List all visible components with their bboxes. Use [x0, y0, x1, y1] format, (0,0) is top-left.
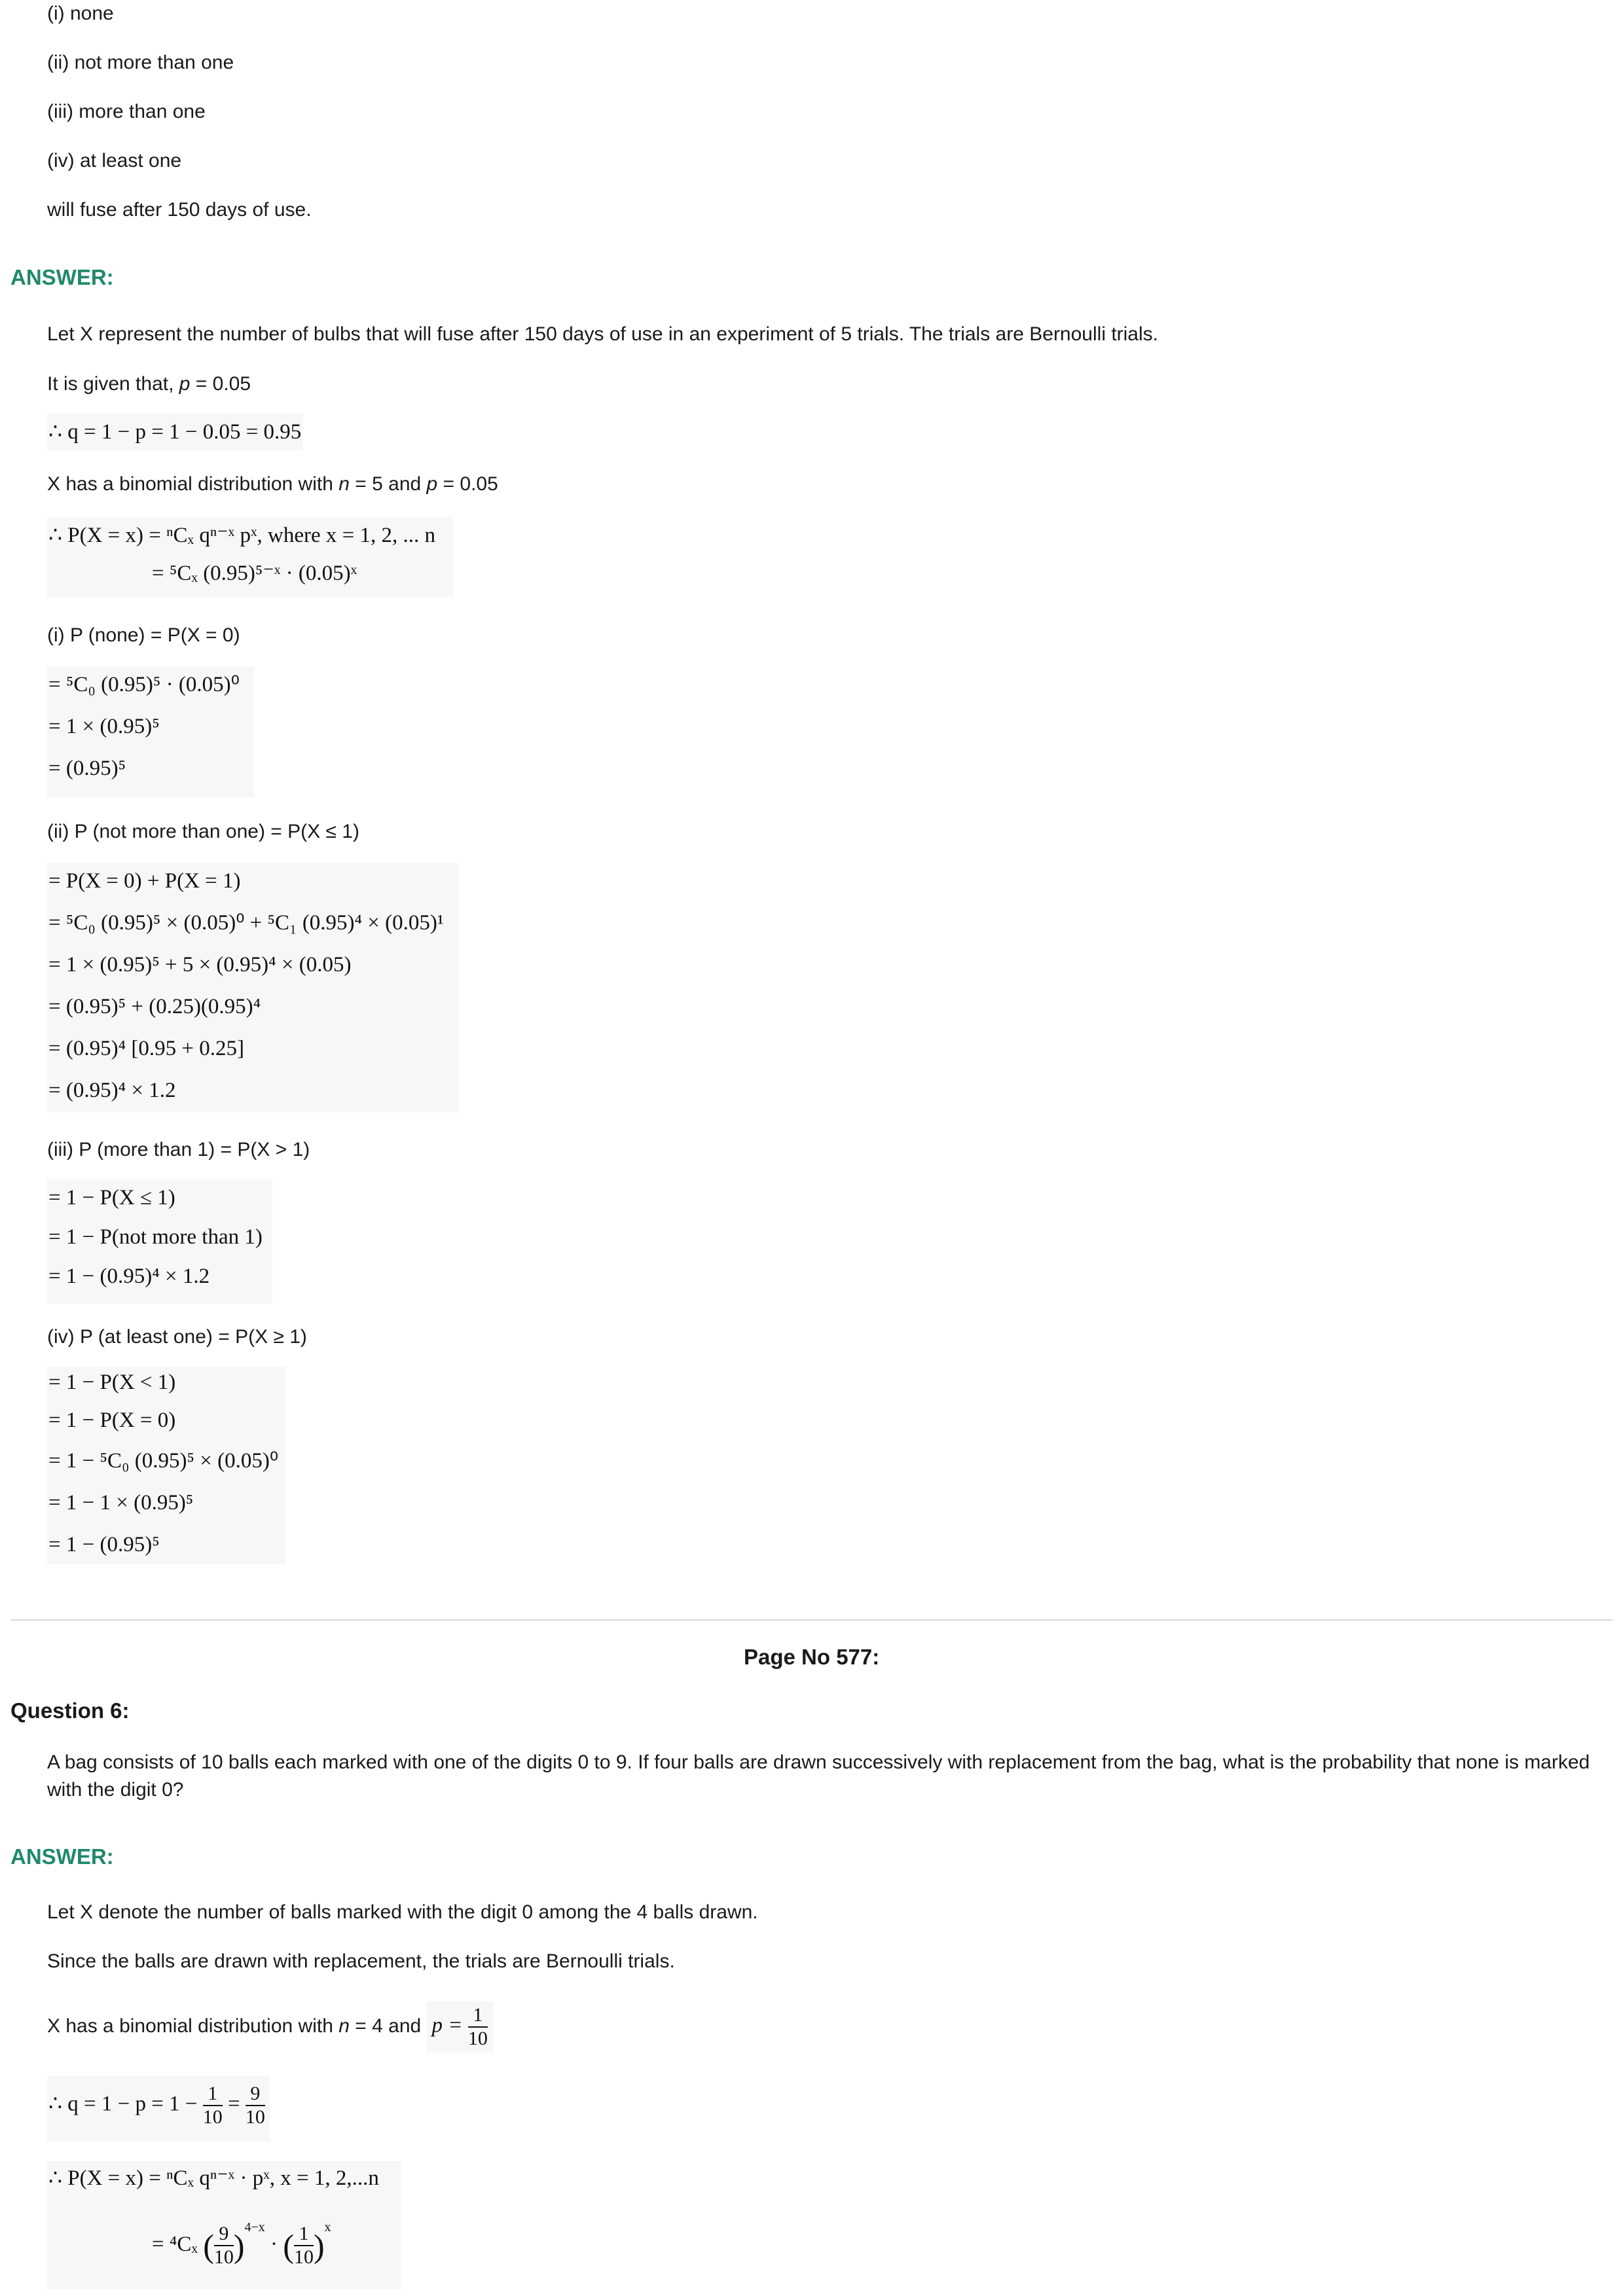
answer-intro: Let X represent the number of bulbs that will fuse after 150 days of use in an experiment of 5 trials. The trials are Bernoulli trials. [47, 323, 1158, 345]
f2-denominator: 10 [293, 2246, 314, 2269]
p-fraction-box [427, 2001, 493, 2053]
part-iii-step: = 1 − (0.95)⁴ × 1.2 [48, 1265, 210, 1288]
dist-b: = 4 and [349, 2015, 427, 2037]
question-heading: Question 6: [10, 1698, 130, 1723]
q6-fraction-2 [246, 2083, 265, 2128]
mult-dot: · [270, 2233, 278, 2256]
options-tail: will fuse after 150 days of use. [47, 199, 312, 221]
p-fraction [468, 2004, 488, 2050]
binomial-formula-2 [47, 2161, 401, 2289]
part-ii-step: = (0.95)⁴ × 1.2 [48, 1079, 176, 1102]
question-text: A bag consists of 10 balls each marked with one of the digits 0 to 9. If four balls are drawn successively with replacement from the bag, what is the probability that none is marked with the digit 0? [47, 1751, 1590, 1801]
q6-equation [47, 2076, 270, 2142]
part-ii-step: = (0.95)⁵ + (0.25)(0.95)⁴ [48, 995, 261, 1018]
given-value: = 0.05 [190, 373, 251, 395]
answer6-line1: Let X denote the number of balls marked with the digit 0 among the 4 balls drawn. [47, 1901, 758, 1923]
q6-f2-denominator: 10 [245, 2106, 265, 2128]
f1-numerator: 9 [214, 2223, 234, 2246]
part-i-step: = 1 × (0.95)⁵ [48, 715, 160, 738]
q6-f1-numerator: 1 [203, 2083, 223, 2106]
formula2-fraction-1 [214, 2223, 234, 2269]
option-i: (i) none [47, 3, 114, 24]
part-iv-step: = 1 − (0.95)⁵ [48, 1533, 160, 1556]
answer-heading: ANSWER: [10, 265, 114, 289]
option-iii: (iii) more than one [47, 101, 206, 122]
q6-fraction-1 [203, 2083, 223, 2128]
right-paren: ) [313, 2227, 325, 2265]
part-iv-step: = 1 − P(X < 1) [48, 1371, 176, 1394]
f1-denominator: 10 [213, 2246, 234, 2269]
part-iv-step: = 1 − P(X = 0) [48, 1408, 176, 1432]
page-number: Page No 577: [744, 1645, 880, 1669]
right-paren: ) [233, 2227, 245, 2265]
answer6-distribution-line [47, 1999, 493, 2054]
f1-exponent: 4−x [244, 2220, 265, 2234]
part-i-label: (i) P (none) = P(X = 0) [47, 624, 240, 646]
part-ii-label: (ii) P (not more than one) = P(X ≤ 1) [47, 821, 359, 842]
answer-heading: ANSWER: [10, 1844, 114, 1869]
formula-line-1: ∴ P(X = x) = ⁿCₓ qⁿ⁻ˣ pˣ, where x = 1, 2, ... n [48, 524, 435, 547]
part-iv-label: (iv) P (at least one) = P(X ≥ 1) [47, 1326, 307, 1348]
distribution-line [47, 472, 498, 497]
q6-f1-denominator: 10 [202, 2106, 223, 2128]
answer6-line2: Since the balls are drawn with replacement, the trials are Bernoulli trials. [47, 1950, 675, 1972]
part-ii-step: = P(X = 0) + P(X = 1) [48, 869, 241, 893]
option-ii: (ii) not more than one [47, 52, 234, 73]
part-iv-math [47, 1367, 285, 1564]
q-equation [47, 414, 302, 450]
q-equation-line: ∴ q = 1 − p = 1 − 0.05 = 0.95 [48, 420, 302, 444]
given-line [47, 372, 251, 397]
part-iv-step: = 1 − ⁵C₀ (0.95)⁵ × (0.05)⁰ [48, 1449, 279, 1473]
formula2-prefix: = ⁴Cₓ [152, 2233, 198, 2256]
dist-a: X has a binomial distribution with [47, 473, 339, 495]
q6-f2-numerator: 9 [246, 2083, 265, 2106]
p-denominator: 10 [467, 2028, 488, 2050]
option-iv: (iv) at least one [47, 150, 182, 171]
part-i-step: = (0.95)⁵ [48, 757, 126, 780]
section-divider [10, 1619, 1613, 1621]
formula2-fraction-2 [294, 2223, 314, 2269]
f2-exponent: x [324, 2220, 331, 2234]
part-ii-step: = ⁵C₀ (0.95)⁵ × (0.05)⁰ + ⁵C₁ (0.95)⁴ × (0.05)¹ [48, 911, 444, 935]
dist-n: n [338, 473, 350, 495]
part-iii-step: = 1 − P(X ≤ 1) [48, 1186, 175, 1210]
q6-equation-line [48, 2083, 265, 2128]
part-iii-step: = 1 − P(not more than 1) [48, 1225, 263, 1249]
given-prefix: It is given that, [47, 373, 179, 395]
formula2-line-2 [152, 2216, 331, 2269]
dist-p: p [426, 473, 438, 495]
binomial-formula [47, 517, 453, 597]
given-var: p [179, 373, 191, 395]
p-var: p = [431, 2013, 463, 2037]
left-paren: ( [283, 2227, 294, 2265]
part-i-math [47, 666, 254, 797]
dist-n: n [338, 2015, 350, 2037]
part-i-step: = ⁵C₀ (0.95)⁵ · (0.05)⁰ [48, 673, 240, 696]
f2-numerator: 1 [294, 2223, 314, 2246]
p-numerator: 1 [468, 2004, 488, 2028]
part-ii-math [47, 863, 458, 1113]
formula-line-2: = ⁵Cₓ (0.95)⁵⁻ˣ · (0.05)ˣ [152, 562, 357, 585]
q6-equals: = [227, 2092, 240, 2116]
dist-c: = 0.05 [437, 473, 498, 495]
q6-prefix: ∴ q = 1 − p = 1 − [48, 2092, 198, 2116]
part-iii-math [47, 1179, 272, 1304]
part-iii-label: (iii) P (more than 1) = P(X > 1) [47, 1139, 310, 1160]
dist-b: = 5 and [349, 473, 427, 495]
part-ii-step: = 1 × (0.95)⁵ + 5 × (0.95)⁴ × (0.05) [48, 953, 352, 977]
dist-a: X has a binomial distribution with [47, 2015, 339, 2037]
formula2-line-1: ∴ P(X = x) = ⁿCₓ qⁿ⁻ˣ · pˣ, x = 1, 2,...n [48, 2166, 379, 2190]
part-ii-step: = (0.95)⁴ [0.95 + 0.25] [48, 1037, 244, 1060]
part-iv-step: = 1 − 1 × (0.95)⁵ [48, 1491, 194, 1515]
left-paren: ( [203, 2227, 214, 2265]
